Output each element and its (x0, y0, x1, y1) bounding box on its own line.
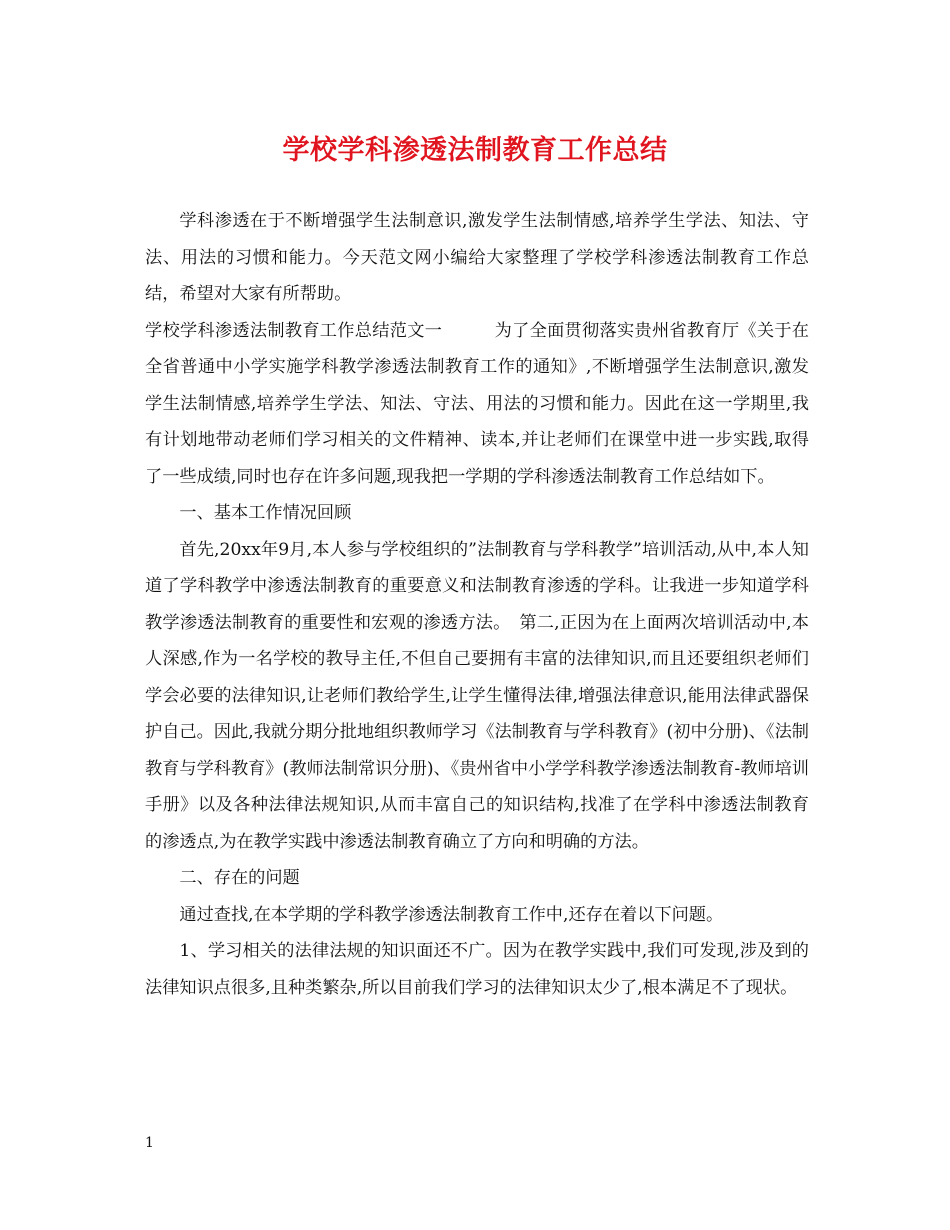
paragraph: 通过查找,在本学期的学科教学渗透法制教育工作中,还存在着以下问题。 (179, 904, 724, 925)
paragraph: 首先,20xx年9月,本人参与学校组织的”法制教育与学科教学”培训活动,从中,本人知道了学科教学中渗透法制教育的重要意义和法制教育渗透的学科。让我进一步知道学科教学渗透法制教育的重要性和宏观的渗透方法。 第二,正因为在上面两次培训活动中,本人深感,作为一名学校的教导主任,不但自己要拥有丰富的法律知识,而且还要组织老师们学会必要的法律知识,让老师们教给学生,让学生懂得法律,增强法律意识,能用法律武器保护自己。因此,我就分期分批地组织教师学习《法制教育与学科教育》(初中分册)、《法制教育与学科教育》(教师法制常识分册)、《贵州省中小学学科教学渗透法制教育-教师培训手册》以及各种法律法规知识,从而丰富自己的知识结构,找准了在学科中渗透法制教育的渗透点,为在教学实践中渗透法制教育确立了方向和明确的方法。 (145, 539, 809, 852)
paragraph: 1、学习相关的法律法规的知识面还不广。因为在教学实践中,我们可发现,涉及到的法律知识点很多,且种类繁杂,所以目前我们学习的法律知识太少了,根本满足不了现状。 (145, 941, 809, 998)
document-body (145, 203, 809, 1006)
page-number: 1 (145, 1135, 154, 1151)
paragraph: 学校学科渗透法制教育工作总结范文一 为了全面贯彻落实贵州省教育厅《关于在全省普通中小学实施学科教学渗透法制教育工作的通知》,不断增强学生法制意识,激发学生法制情感,培养学生学法、知法、守法、用法的习惯和能力。因此在这一学期里,我有计划地带动老师们学习相关的文件精神、读本,并让老师们在课堂中进一步实践,取得了一些成绩,同时也存在许多问题,现我把一学期的学科渗透法制教育工作总结如下。 (145, 320, 809, 487)
paragraph: 一、基本工作情况回顾 (179, 503, 352, 523)
paragraph: 学科渗透在于不断增强学生法制意识,激发学生法制情感,培养学生学法、知法、守法、用法的习惯和能力。今天范文网小编给大家整理了学校学科渗透法制教育工作总结，希望对大家有所帮助。 (145, 211, 809, 304)
document-title: 学校学科渗透法制教育工作总结 (282, 135, 668, 166)
paragraph: 二、存在的问题 (179, 868, 300, 888)
